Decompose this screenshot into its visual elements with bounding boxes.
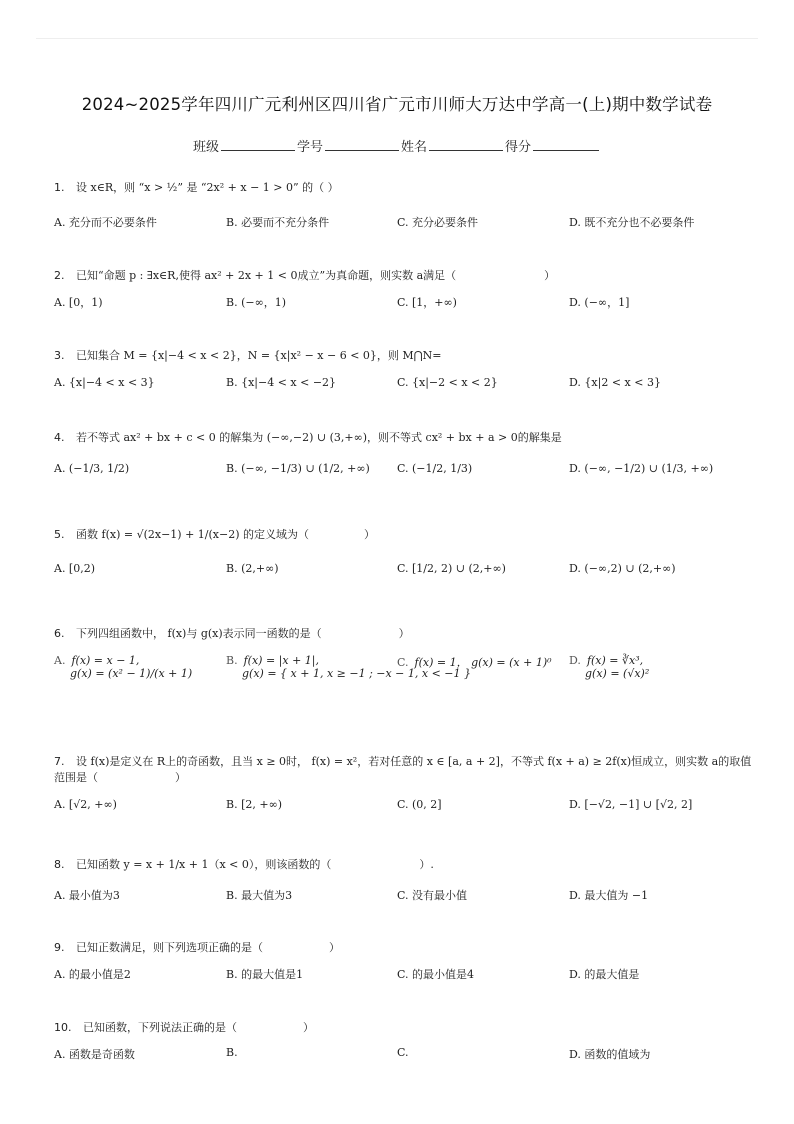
question-9 <box>54 940 754 956</box>
option-b[interactable]: B. 的最大值是1 <box>226 968 304 981</box>
question-number: 1. <box>54 181 65 194</box>
option-c[interactable]: C. <box>397 1046 409 1059</box>
option-a[interactable]: A. [0,2) <box>54 562 96 575</box>
question-number: 10. <box>54 1021 72 1034</box>
option-d[interactable]: D. 既不充分也不必要条件 <box>569 216 695 229</box>
page-title: 2024~2025学年四川广元利州区四川省广元市川师大万达中学高一(上)期中数学试卷 <box>81 95 713 114</box>
option-b-line2: g(x) = { x + 1, x ≥ −1 ; −x − 1, x < −1 } <box>242 667 472 680</box>
option-b[interactable]: B. 必要而不充分条件 <box>226 216 330 229</box>
question-8-options <box>54 887 754 947</box>
question-8 <box>54 857 754 873</box>
option-b[interactable]: B. (−∞，1) <box>226 296 287 309</box>
score-blank[interactable] <box>533 136 599 151</box>
option-a[interactable]: A. {x|−4 < x < 3} <box>54 376 155 389</box>
student-info-line <box>0 136 794 155</box>
option-c[interactable]: C. 充分必要条件 <box>397 216 479 229</box>
option-a[interactable]: A. [0，1) <box>54 296 103 309</box>
question-number: 3. <box>54 349 65 362</box>
option-c[interactable]: C. (0, 2] <box>397 798 442 811</box>
question-6-options <box>54 654 754 718</box>
question-9-options <box>54 966 754 1026</box>
question-number: 7. <box>54 755 65 768</box>
option-b[interactable]: B. <box>226 1046 238 1059</box>
option-c[interactable]: C. [1，+∞) <box>397 296 457 309</box>
question-3-options <box>54 376 754 436</box>
question-4 <box>54 430 754 446</box>
option-d[interactable]: D. (−∞, −1/2) ∪ (1/3, +∞) <box>569 462 714 475</box>
question-stem: 函数 f(x) = √(2x−1) + 1/(x−2) 的定义域为（ ） <box>76 528 375 541</box>
option-a[interactable]: A. (−1/3, 1/2) <box>54 462 130 475</box>
question-10 <box>54 1020 754 1036</box>
question-number: 9. <box>54 941 65 954</box>
question-stem: 设 x∈R，则 “x > ½” 是 “2x² + x − 1 > 0” 的（ ） <box>76 181 339 194</box>
option-c[interactable]: C. f(x) = 1， g(x) = (x + 1)⁰ <box>397 656 552 669</box>
option-a[interactable]: A. f(x) = x − 1, g(x) = (x² − 1)/(x + 1) <box>54 654 193 680</box>
option-c-text: f(x) = 1， g(x) = (x + 1)⁰ <box>414 656 552 669</box>
option-b[interactable]: B. (−∞, −1/3) ∪ (1/2, +∞) <box>226 462 370 475</box>
name-label: 姓名 <box>401 140 428 155</box>
option-c[interactable]: C. 没有最小值 <box>397 889 468 902</box>
question-stem: 已知函数 y = x + 1/x + 1（x < 0），则该函数的（ ）. <box>76 858 434 871</box>
question-stem: 下列四组函数中， f(x)与 g(x)表示同一函数的是（ ） <box>76 627 410 640</box>
option-c[interactable]: C. {x|−2 < x < 2} <box>397 376 498 389</box>
option-a[interactable]: A. 的最小值是2 <box>54 968 131 981</box>
option-a-line1: f(x) = x − 1, <box>71 654 140 667</box>
question-7 <box>54 754 758 786</box>
option-b[interactable]: B. {x|−4 < x < −2} <box>226 376 337 389</box>
option-a[interactable]: A. 最小值为3 <box>54 889 120 902</box>
option-d[interactable]: D. {x|2 < x < 3} <box>569 376 661 389</box>
question-number: 4. <box>54 431 65 444</box>
id-blank[interactable] <box>325 136 399 151</box>
question-number: 8. <box>54 858 65 871</box>
question-stem: 已知集合 M = {x|−4 < x < 2}，N = {x|x² − x − 6 < 0}，则 M⋂N= <box>76 349 442 362</box>
option-c[interactable]: C. (−1/2, 1/3) <box>397 462 473 475</box>
question-10-options <box>54 1046 754 1106</box>
option-b[interactable]: B. 最大值为3 <box>226 889 293 902</box>
question-3 <box>54 348 754 364</box>
option-d[interactable]: D. f(x) = ∛x³, g(x) = (√x)² <box>569 654 650 680</box>
option-b[interactable]: B. [2, +∞) <box>226 798 283 811</box>
option-a-line2: g(x) = (x² − 1)/(x + 1) <box>70 667 193 680</box>
option-c[interactable]: C. 的最小值是4 <box>397 968 475 981</box>
option-d-line2: g(x) = (√x)² <box>585 667 650 680</box>
id-label: 学号 <box>296 140 323 155</box>
option-a[interactable]: A. [√2, +∞) <box>54 798 117 811</box>
option-d[interactable]: D. (−∞,2) ∪ (2,+∞) <box>569 562 676 575</box>
question-stem: 已知正数满足，则下列选项正确的是（ ） <box>76 941 340 954</box>
option-d[interactable]: D. 的最大值是 <box>569 968 640 981</box>
question-5-options <box>54 562 754 622</box>
question-stem: 若不等式 ax² + bx + c < 0 的解集为 (−∞,−2) ∪ (3,+∞)，则不等式 cx² + bx + a > 0的解集是 <box>76 431 562 444</box>
option-d[interactable]: D. (−∞，1] <box>569 296 630 309</box>
question-4-options <box>54 462 754 522</box>
option-d-line1: f(x) = ∛x³, <box>586 654 644 667</box>
class-blank[interactable] <box>221 136 295 151</box>
question-stem: 已知“命题 p : ∃x∈R,使得 ax² + 2x + 1 < 0成立”为真命题，则实数 a满足（ ） <box>76 269 556 282</box>
option-a[interactable]: A. 函数是奇函数 <box>54 1048 135 1061</box>
score-label: 得分 <box>505 140 532 155</box>
question-stem: 设 f(x)是定义在 R上的奇函数，且当 x ≥ 0时， f(x) = x²，若对任意的 x ∈ [a, a + 2]，不等式 f(x + a) ≥ 2f(x)恒成立，则实数 a的取值范围是（ ） <box>54 755 752 784</box>
question-6 <box>54 626 754 642</box>
top-divider <box>36 38 758 39</box>
class-label: 班级 <box>192 140 219 155</box>
question-1 <box>54 180 754 196</box>
question-number: 6. <box>54 627 65 640</box>
option-b-line1: f(x) = |x + 1|, <box>243 654 319 667</box>
question-2 <box>54 268 754 284</box>
question-number: 2. <box>54 269 65 282</box>
question-stem: 已知函数，下列说法正确的是（ ） <box>83 1021 314 1034</box>
name-blank[interactable] <box>429 136 503 151</box>
question-1-options <box>54 214 754 274</box>
option-c[interactable]: C. [1/2, 2) ∪ (2,+∞) <box>397 562 506 575</box>
option-a[interactable]: A. 充分而不必要条件 <box>54 216 157 229</box>
option-b[interactable]: B. (2,+∞) <box>226 562 279 575</box>
option-d[interactable]: D. 最大值为 −1 <box>569 889 649 902</box>
question-2-options <box>54 294 754 354</box>
option-d[interactable]: D. 函数的值域为 <box>569 1048 651 1061</box>
option-d[interactable]: D. [−√2, −1] ∪ [√2, 2] <box>569 798 693 811</box>
question-number: 5. <box>54 528 65 541</box>
question-5 <box>54 527 754 543</box>
question-7-options <box>54 798 754 858</box>
option-b[interactable]: B. f(x) = |x + 1|, g(x) = { x + 1, x ≥ −1 ; −x − 1, x < −1 } <box>226 654 472 680</box>
